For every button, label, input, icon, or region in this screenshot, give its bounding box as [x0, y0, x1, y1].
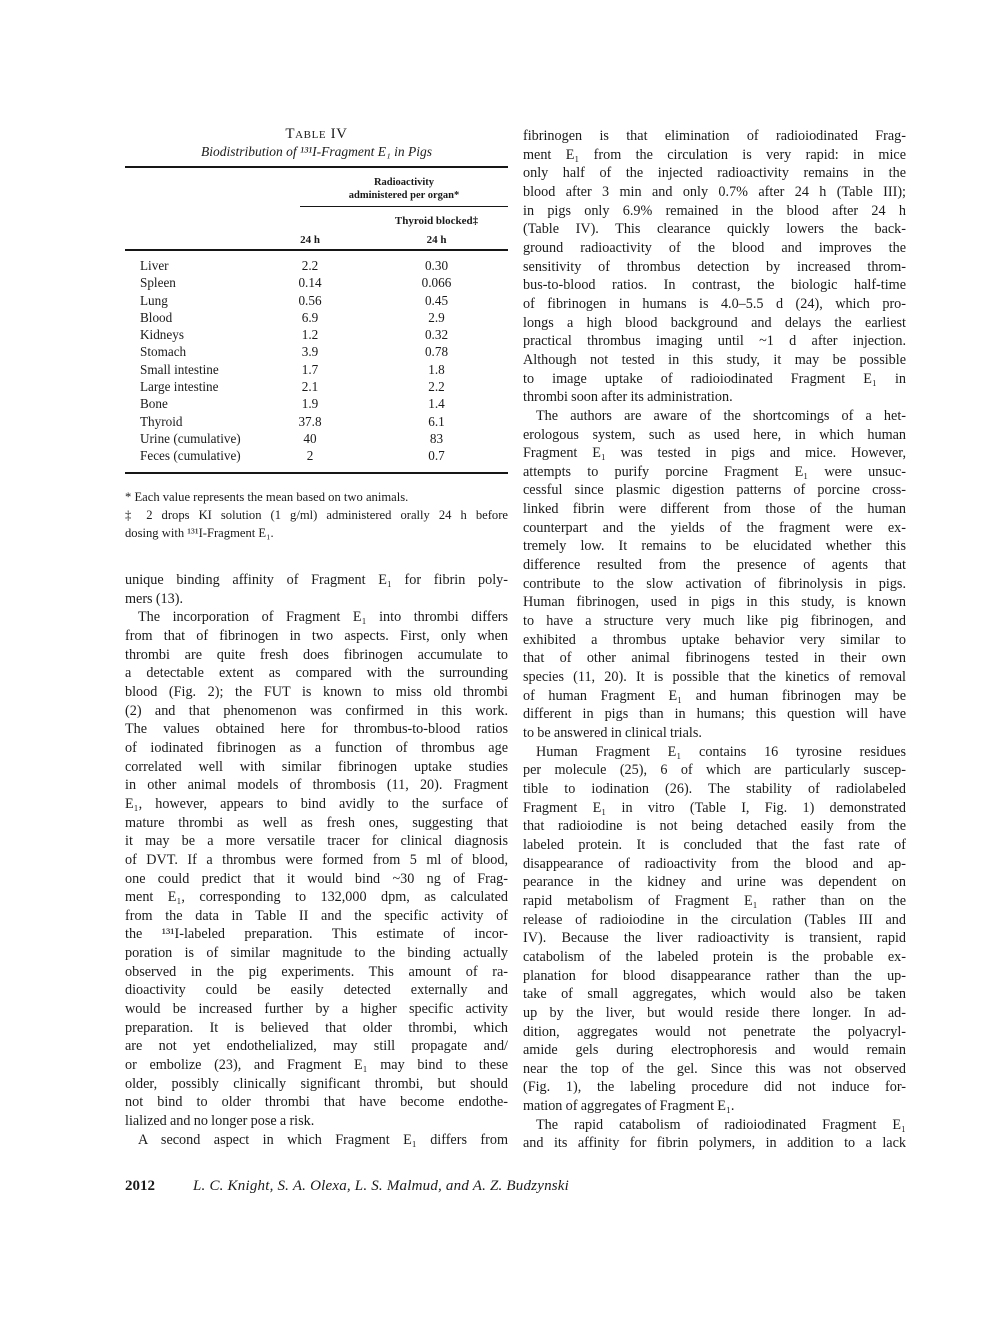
text-line: mature thrombi as well as fresh ones, suggesting that: [125, 814, 508, 831]
text-line: from the data in Table II and the specific activity of: [125, 907, 508, 924]
text-line: older, possibly clinically significant thrombi, but should: [125, 1075, 508, 1092]
text-line: longs a high blood background and delays the earliest: [523, 314, 906, 331]
text-line: from that of fibrinogen in two aspects. First, only when: [125, 627, 508, 644]
text-line: catabolism of the labeled protein is the probable ex-: [523, 948, 906, 965]
table-cell: 2.2: [301, 258, 319, 273]
text-line: mation of aggregates of Fragment E₁.: [523, 1098, 735, 1115]
text-line: pearance in the kidney and urine was dependent on: [523, 874, 906, 891]
text-line: or embolize (23), and Fragment E₁ may bind to these: [125, 1057, 508, 1074]
text-line: ment E₁, corresponding to 132,000 dpm, as calculated: [125, 889, 508, 906]
text-line: the ¹³¹I-labeled preparation. This estimate of incor-: [125, 926, 508, 943]
text-line: per molecule (25), 6 of which are particularly suscep-: [523, 762, 906, 779]
text-line: blood (Fig. 2); the FUT is known to miss old thrombi: [125, 683, 508, 700]
table-cell: Blood: [140, 309, 173, 325]
text-line: The authors are aware of the shortcomings of a het-: [536, 407, 906, 424]
text-line: unique binding affinity of Fragment E₁ for fibrin poly-: [125, 572, 508, 588]
text-line: to have a structure very much like pig fibrinogen, and: [523, 613, 906, 630]
table-footnotes: [125, 488, 508, 542]
text-line: a detectable extent as compared with the surrounding: [125, 665, 508, 682]
text-line: near the top of the gel. Since this was not observed: [523, 1060, 906, 1077]
table-top-rule: [125, 166, 508, 168]
text-line: of human Fragment E₁ and human fibrinogen may be: [523, 687, 906, 704]
text-line: E₁, however, appears to bind avidly to the surface of: [125, 795, 508, 812]
page-number: 2012: [125, 1178, 155, 1194]
table-row: [125, 292, 508, 309]
text-line: bus-to-blood ratios. In contrast, the biologic half-time: [523, 277, 906, 294]
table-rows: [125, 251, 508, 472]
text-line: species (11, 20). It is possible that the kinetics of removal: [523, 669, 906, 686]
text-line: The values obtained here for thrombus-to-blood ratios: [125, 721, 508, 738]
left-column-text: [125, 571, 508, 1149]
text-line: fibrinogen is that elimination of radioiodinated Frag-: [523, 128, 906, 144]
table-cell: 3.9: [301, 344, 319, 360]
text-line: tremely low. It remains to be elucidated whether this: [523, 538, 906, 555]
table-cell: 1.8: [428, 361, 445, 377]
table-cell: Feces (cumulative): [140, 448, 241, 464]
table-cell: Spleen: [140, 275, 176, 291]
text-line: preparation. It is believed that older thrombi, which: [125, 1019, 508, 1036]
text-line: linked fibrin were different from those of the human: [523, 501, 906, 518]
table-row: [125, 430, 508, 447]
text-line: tible to iodination (26). The stability of radiolabeled: [523, 780, 906, 797]
text-line: contribute to the slow activation of fibrinolysis in pigs.: [523, 575, 906, 592]
table-cell: 2.9: [428, 309, 445, 325]
text-line: only half of the injected radioactivity remains in the: [523, 165, 906, 182]
table-cell: Liver: [140, 258, 169, 273]
table-row: [125, 343, 508, 360]
text-line: in pigs only 6.9% remained in the blood after 24 h: [523, 202, 906, 219]
text-line: erologous system, such as used here, in which human: [523, 426, 906, 443]
text-line: IV). Because the liver radioactivity is transient, rapid: [523, 930, 906, 947]
table-row: [125, 395, 508, 412]
table-cell: Bone: [140, 396, 168, 412]
table-row: [125, 309, 508, 326]
table-cell: 0.45: [424, 292, 449, 308]
table-cell: 0.30: [424, 258, 449, 273]
text-line: take of small aggregates, which would also be taken: [523, 986, 906, 1003]
table-cell: 2: [306, 448, 314, 464]
text-line: of iodinated fibrinogen as a function of thrombus age: [125, 739, 508, 756]
table-cell: Thyroid: [140, 413, 183, 429]
table-row: [125, 257, 508, 274]
text-line: to be answered in clinical trials.: [523, 725, 702, 741]
table-cell: 1.9: [301, 396, 319, 412]
col2-header: Thyroid blocked‡: [394, 215, 479, 227]
col1-subheader: 24 h: [300, 234, 320, 246]
text-line: practical thrombus imaging until ~1 d after injection.: [523, 333, 906, 350]
table-row: [125, 326, 508, 343]
text-line: that of other animal fibrinogens tested in their own: [523, 650, 906, 667]
text-line: (2) and that phenomenon was confirmed in this work.: [125, 702, 508, 719]
text-line: rapid metabolism of Fragment E₁ rather than on the: [523, 892, 906, 909]
table-cell: Large intestine: [140, 379, 219, 395]
table-subheaders: [125, 207, 508, 249]
table-cell: 0.56: [298, 292, 322, 308]
text-line: difference resulted from the presence of agents that: [523, 557, 906, 574]
text-line: Fragment E₁ in vitro (Table I, Fig. 1) demonstrated: [523, 799, 906, 816]
text-line: ment E₁ from the circulation is very rapid: in mice: [523, 146, 906, 163]
text-line: are not yet endothelialized, may still propagate and/: [125, 1038, 508, 1055]
table-cell: 1.2: [301, 327, 319, 343]
text-line: counterpart and the yields of the fragment were ex-: [523, 519, 906, 536]
text-line: observed in the pig experiments. This amount of ra-: [125, 963, 508, 980]
text-line: planation for blood disappearance rather than the up-: [523, 967, 906, 984]
table-cell: 6.1: [428, 413, 445, 429]
text-line: to image uptake of radioiodinated Fragment E₁ in: [523, 370, 906, 387]
col2-subheader: 24 h: [426, 234, 447, 246]
footnote-line: * Each value represents the mean based on two animals.: [125, 489, 409, 504]
table-cell: Stomach: [140, 344, 187, 360]
text-line: would be increased further by a higher specific activity: [125, 1001, 508, 1018]
text-line: lialized and no longer pose a risk.: [125, 1113, 315, 1130]
text-line: not bind to older thrombi that have become endothe-: [125, 1094, 508, 1111]
footnote-line: dosing with ¹³¹I-Fragment E₁.: [125, 525, 274, 540]
table-cell: 2.1: [301, 379, 319, 395]
table-cell: 37.8: [298, 413, 322, 429]
table-cell: Urine (cumulative): [140, 430, 241, 446]
table-row: [125, 413, 508, 430]
text-line: dioactivity could be easily detected externally and: [125, 982, 508, 999]
text-line: one could predict that it would bind ~30 ng of Frag-: [125, 870, 508, 887]
text-line: labeled protein. It is concluded that the fast rate of: [523, 836, 906, 853]
table-row: [125, 361, 508, 378]
text-line: mers (13).: [125, 590, 184, 607]
table-cell: Lung: [140, 292, 168, 308]
text-line: blood after 3 min and only 0.7% after 24 h (Table III);: [523, 183, 906, 200]
text-line: cessful since plasmic digestion patterns of porcine cross-: [523, 482, 906, 499]
text-line: ground radioactivity of the blood and improves the: [523, 239, 906, 256]
group-header-line1: Radioactivity: [373, 177, 435, 188]
table-cell: 1.4: [428, 396, 445, 412]
footnote-line: ‡ 2 drops KI solution (1 g/ml) administered orally 24 h before: [125, 507, 508, 522]
table-row: [125, 378, 508, 395]
text-line: that radioiodine is not being detached easily from the: [523, 818, 906, 835]
text-line: Human fibrinogen, used in pigs in this study, is known: [523, 594, 906, 611]
table-row: [125, 274, 508, 291]
table-cell: 0.78: [424, 344, 449, 360]
text-line: amide gels during electrophoresis and would remain: [523, 1042, 906, 1059]
text-line: The rapid catabolism of radioiodinated Fragment E₁: [536, 1116, 906, 1133]
text-line: release of radioiodine in the circulation (Tables III and: [523, 911, 906, 928]
text-line: (Fig. 1), the labeling procedure did not induce for-: [523, 1079, 906, 1096]
text-line: correlated well with similar fibrinogen uptake studies: [125, 758, 508, 775]
text-line: and its affinity for fibrin polymers, in addition to a lack: [523, 1135, 906, 1152]
page-footer: [125, 1178, 906, 1195]
text-line: The incorporation of Fragment E₁ into thrombi differs: [138, 609, 508, 626]
table-cell: 2.2: [428, 379, 445, 395]
text-line: exhibited a thrombus uptake behavior very similar to: [523, 631, 906, 648]
text-line: Human Fragment E₁ contains 16 tyrosine residues: [536, 743, 906, 760]
table-group-header: [300, 177, 508, 202]
text-line: of fibrinogen in humans is 4.0–5.5 d (24), which pro-: [523, 295, 906, 312]
text-line: Although not tested in this study, it may be possible: [523, 351, 906, 368]
text-line: sensitivity of thrombus detection by increased throm-: [523, 258, 906, 275]
text-line: (Table IV). This clearance quickly lowers the back-: [523, 221, 906, 238]
text-line: attempts to purify porcine Fragment E₁ were unsuc-: [523, 463, 906, 480]
table-cell: Small intestine: [140, 361, 219, 377]
text-line: different in pigs than in humans; this question will have: [523, 706, 906, 723]
group-header-line2: administered per organ*: [348, 189, 460, 201]
table-cell: 0.14: [298, 275, 322, 291]
text-line: up by the liver, but would reside there longer. In ad-: [523, 1004, 906, 1021]
table-cell: 0.066: [421, 275, 452, 291]
text-line: dition, aggregates would not penetrate the polyacryl-: [523, 1023, 906, 1040]
table-cell: 1.7: [301, 361, 319, 377]
table-bottom-rule: [125, 472, 508, 474]
text-line: it may be a more versatile tracer for clinical diagnosis: [125, 833, 508, 850]
table-cell: 0.32: [424, 327, 449, 343]
right-column-text: [523, 127, 906, 1153]
table-cell: 6.9: [301, 309, 319, 325]
running-authors: L. C. Knight, S. A. Olexa, L. S. Malmud, and A. Z. Budzynski: [193, 1178, 570, 1194]
table-cell: 40: [303, 430, 317, 446]
text-line: Fragment E₁ was tested in pigs and mice. However,: [523, 445, 906, 462]
text-line: thrombi are quite fresh does fibrinogen accumulate to: [125, 646, 508, 663]
table-cell: 83: [429, 430, 444, 446]
text-line: A second aspect in which Fragment E₁ differs from: [138, 1131, 508, 1148]
table-title: Table IV: [285, 126, 348, 142]
text-line: disappearance of radioactivity from the blood and ap-: [523, 855, 906, 872]
table-row: [125, 447, 508, 464]
table-cell: 0.7: [428, 448, 445, 464]
table-subtitle: Biodistribution of ¹³¹I-Fragment E₁ in Pigs: [201, 144, 432, 159]
table-cell: Kidneys: [140, 327, 184, 343]
table-iv: [125, 126, 508, 542]
text-line: thrombi soon after its administration.: [523, 389, 733, 406]
text-line: poration is of similar magnitude to the binding actually: [125, 945, 508, 962]
text-line: of DVT. If a thrombus were formed from 5 ml of blood,: [125, 851, 508, 868]
text-line: in other animal models of thrombosis (11, 20). Fragment: [125, 777, 508, 794]
